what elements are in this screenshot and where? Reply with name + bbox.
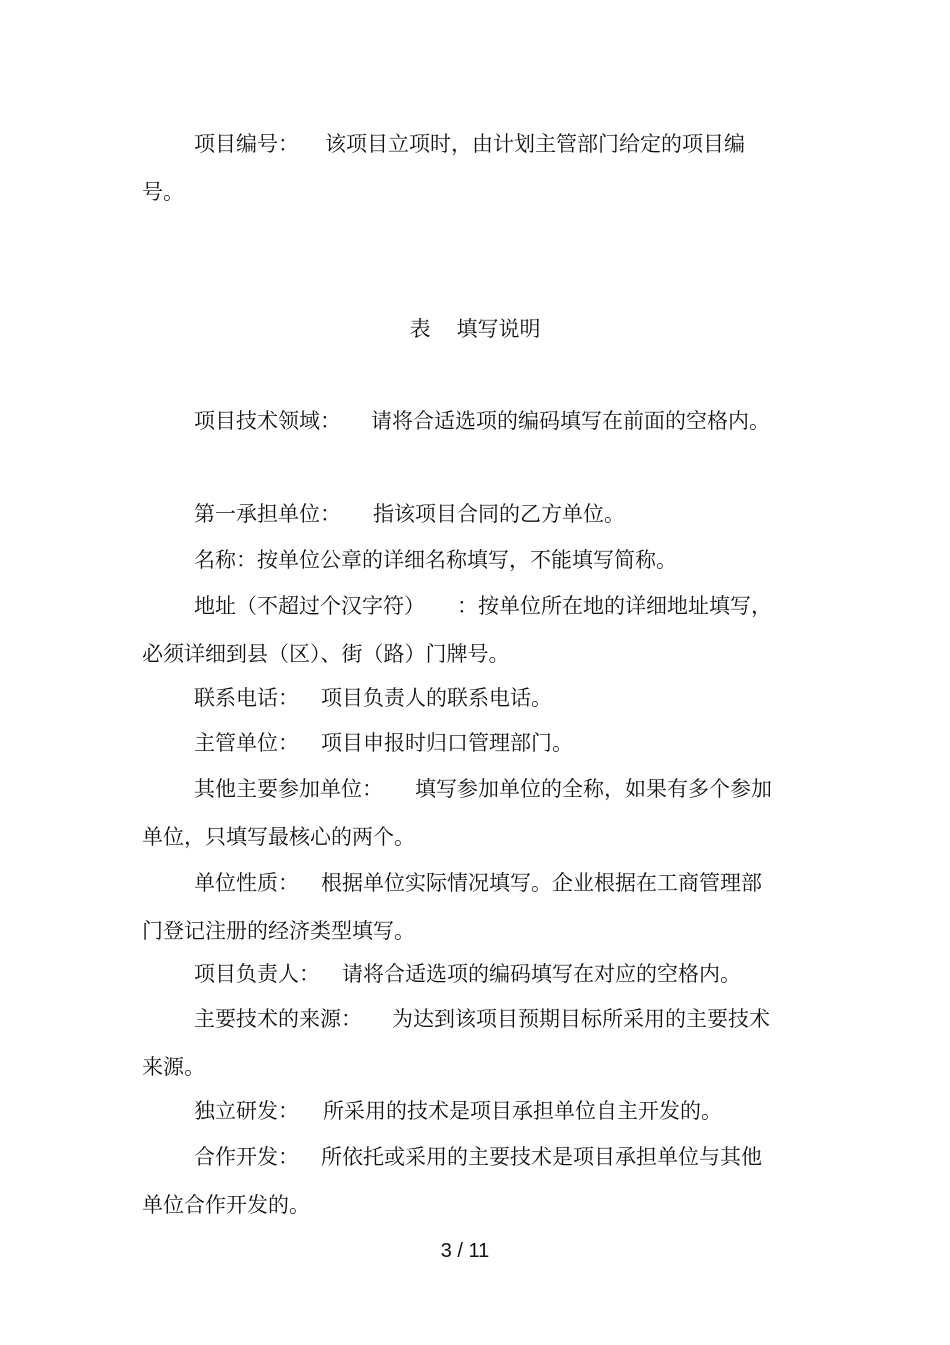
intro-text: 该项目立项时，由计划主管部门给定的项目编号。: [142, 132, 745, 204]
item-label: 合作开发：: [194, 1145, 299, 1169]
item-text: 按单位公章的详细名称填写，不能填写简称。: [257, 548, 677, 572]
item-label: 单位性质：: [194, 871, 299, 895]
item-paragraph-participants: [142, 765, 782, 861]
item-label: 主要技术的来源：: [194, 1007, 362, 1031]
item-label: 项目技术领域：: [194, 409, 341, 433]
item-paragraph-supervisor: [142, 719, 782, 767]
item-label: 第一承担单位：: [194, 502, 341, 526]
item-paragraph-tech-source: [142, 995, 782, 1091]
item-text: ：按单位所在地的详细地址填写，必须详细到县（区）、街（路）门牌号。: [142, 594, 772, 666]
item-text: 项目申报时归口管理部门。: [321, 731, 573, 755]
item-paragraph-address: [142, 582, 782, 678]
item-paragraph-name: [142, 536, 782, 584]
item-label: 其他主要参加单位：: [194, 777, 383, 801]
section-title: [0, 315, 950, 343]
intro-label: 项目编号：: [194, 132, 299, 156]
item-text: 请将合适选项的编码填写在对应的空格内。: [342, 962, 741, 986]
item-label: 名称：: [194, 548, 257, 572]
item-paragraph-project-leader: [142, 950, 782, 998]
item-label: 项目负责人：: [194, 962, 320, 986]
item-label: 主管单位：: [194, 731, 299, 755]
item-text: 指该项目合同的乙方单位。: [373, 502, 625, 526]
item-label: 联系电话：: [194, 686, 299, 710]
item-paragraph-unit-nature: [142, 859, 782, 955]
item-label: 地址（不超过个汉字符）: [194, 594, 425, 618]
item-text: 填写参加单位的全称，如果有多个参加单位，只填写最核心的两个。: [142, 777, 772, 849]
intro-paragraph: [142, 120, 782, 216]
item-paragraph-tech-field: [142, 397, 782, 445]
item-text: 项目负责人的联系电话。: [321, 686, 552, 710]
item-text: 根据单位实际情况填写。企业根据在工商管理部门登记注册的经济类型填写。: [142, 871, 762, 943]
item-label: 独立研发：: [194, 1099, 299, 1123]
item-text: 请将合适选项的编码填写在前面的空格内。: [371, 409, 770, 433]
item-paragraph-independent-rd: [142, 1087, 782, 1135]
item-text: 所依托或采用的主要技术是项目承担单位与其他单位合作开发的。: [142, 1145, 762, 1217]
section-title-left: 表: [409, 317, 431, 341]
page-number: 3 / 11: [440, 1240, 490, 1262]
item-paragraph-first-unit: [142, 490, 782, 538]
section-title-right: 填写说明: [456, 317, 541, 341]
item-paragraph-joint-development: [142, 1133, 782, 1229]
item-paragraph-phone: [142, 674, 782, 722]
item-text: 为达到该项目预期目标所采用的主要技术来源。: [142, 1007, 770, 1079]
item-text: 所采用的技术是项目承担单位自主开发的。: [323, 1099, 722, 1123]
